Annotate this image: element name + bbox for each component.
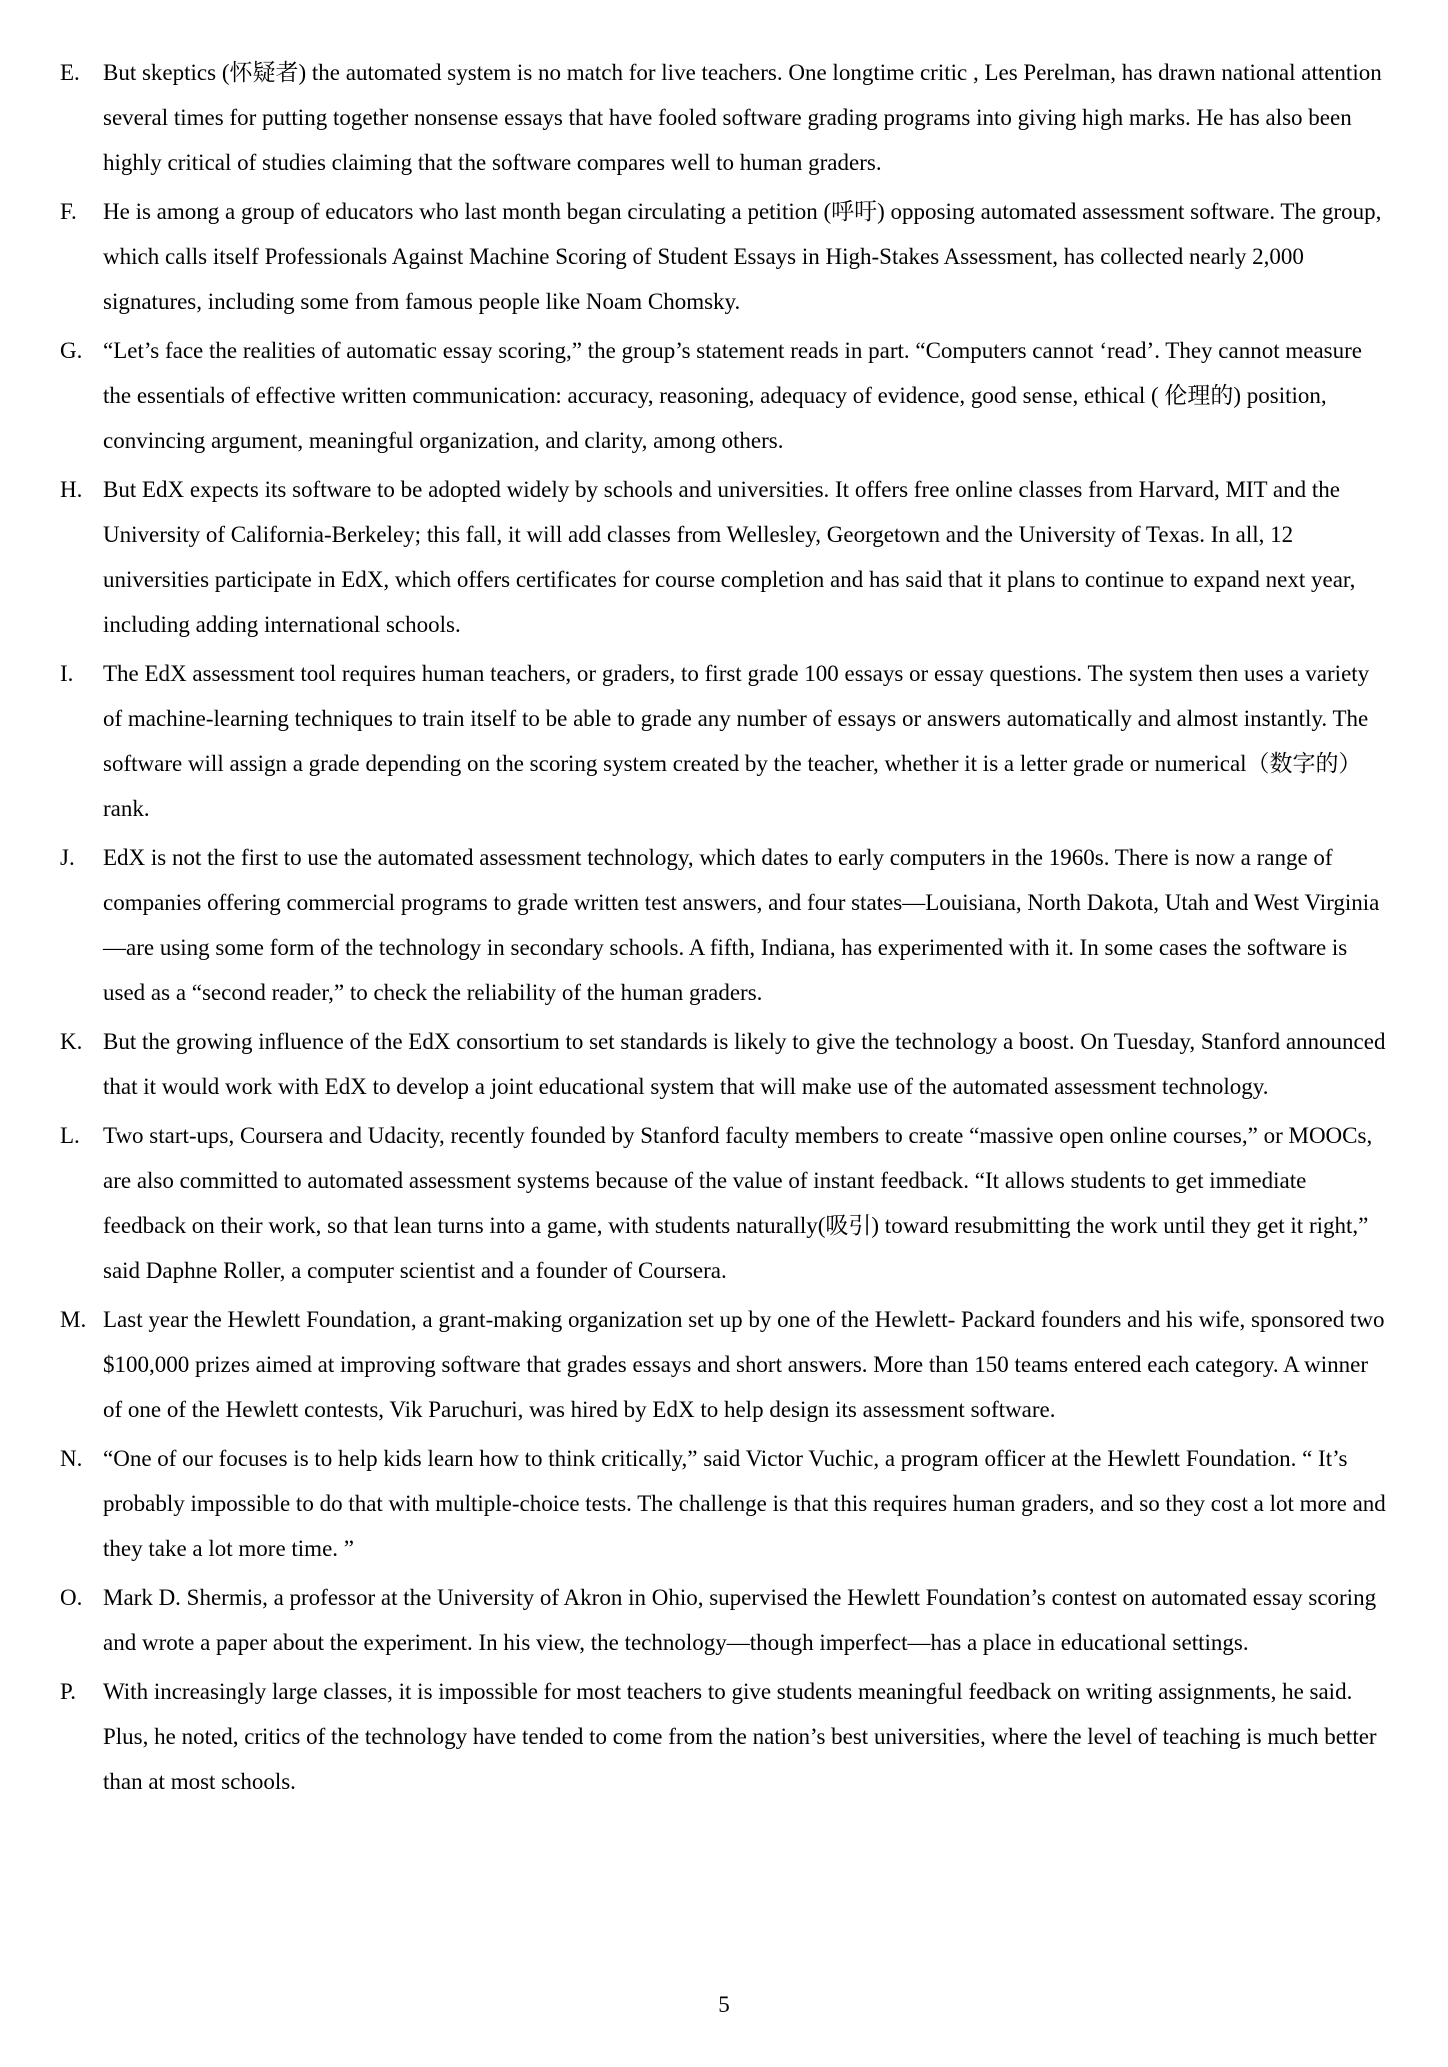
paragraph: [60, 1113, 1390, 1293]
paragraph: [60, 835, 1390, 1015]
paragraph-text: Two start-ups, Coursera and Udacity, recently founded by Stanford faculty members to create “massive open online courses,” or MOOCs, are also committed to automated assessment systems because of the value of instant feedback. “It allows students to get immediate feedback on their work, so that lean turns into a game, with students naturally(吸引) toward resubmitting the work until they get it right,” said Daphne Roller, a computer scientist and a founder of Coursera.: [103, 1123, 1373, 1283]
page-number: 5: [718, 1992, 730, 2017]
paragraph-label: J.: [60, 845, 75, 870]
paragraph-label: E.: [60, 60, 80, 85]
paragraph-text: The EdX assessment tool requires human teachers, or graders, to first grade 100 essays or essay questions. The system then uses a variety of machine-learning techniques to train itself to be able to grade any number of essays or answers automatically and almost instantly. The software will assign a grade depending on the scoring system created by the teacher, whether it is a letter grade or numerical（数字的）rank.: [103, 661, 1370, 821]
paragraph-text: But EdX expects its software to be adopted widely by schools and universities. It offers free online classes from Harvard, MIT and the University of California-Berkeley; this fall, it will add classes from Wellesley, Georgetown and the University of Texas. In all, 12 universities participate in EdX, which offers certificates for course completion and has said that it plans to continue to expand next year, including adding international schools.: [103, 477, 1356, 637]
paragraph-text: EdX is not the first to use the automated assessment technology, which dates to early computers in the 1960s. There is now a range of companies offering commercial programs to grade written test answers, and four states—Louisiana, North Dakota, Utah and West Virginia—are using some form of the technology in secondary schools. A fifth, Indiana, has experimented with it. In some cases the software is used as a “second reader,” to check the reliability of the human graders.: [103, 845, 1380, 1005]
paragraph: [60, 467, 1390, 647]
paragraph-label: G.: [60, 338, 83, 363]
paragraph-label: P.: [60, 1679, 76, 1704]
paragraph-text: Last year the Hewlett Foundation, a grant-making organization set up by one of the Hewlett- Packard founders and his wife, sponsored two $100,000 prizes aimed at improving software that grades essays and short answers. More than 150 teams entered each category. A winner of one of the Hewlett contests, Vik Paruchuri, was hired by EdX to help design its assessment software.: [103, 1307, 1385, 1422]
paragraph: [60, 1297, 1390, 1432]
paragraph: [60, 1019, 1390, 1109]
paragraph: [60, 189, 1390, 324]
paragraph-label: K.: [60, 1029, 83, 1054]
paragraph: [60, 651, 1390, 831]
paragraph-text: “Let’s face the realities of automatic essay scoring,” the group’s statement reads in part. “Computers cannot ‘read’. They cannot measure the essentials of effective written communication: accuracy, reasoning, adequacy of evidence, good sense, ethical ( 伦理的) position, convincing argument, meaningful organization, and clarity, among others.: [103, 338, 1362, 453]
paragraph: [60, 1575, 1390, 1665]
paragraph-label: H.: [60, 477, 83, 502]
paragraph-label: O.: [60, 1585, 83, 1610]
paragraph: [60, 328, 1390, 463]
paragraph: [60, 50, 1390, 185]
paragraph-label: F.: [60, 199, 77, 224]
paragraph-text: With increasingly large classes, it is impossible for most teachers to give students meaningful feedback on writing assignments, he said. Plus, he noted, critics of the technology have tended to come from the nation’s best universities, where the level of teaching is much better than at most schools.: [103, 1679, 1377, 1794]
paragraph-label: M.: [60, 1307, 87, 1332]
paragraph-text: Mark D. Shermis, a professor at the University of Akron in Ohio, supervised the Hewlett Foundation’s contest on automated essay scoring and wrote a paper about the experiment. In his view, the technology—though imperfect—has a place in educational settings.: [103, 1585, 1377, 1655]
paragraph-text: But the growing influence of the EdX consortium to set standards is likely to give the technology a boost. On Tuesday, Stanford announced that it would work with EdX to develop a joint educational system that will make use of the automated assessment technology.: [103, 1029, 1386, 1099]
paragraph-label: N.: [60, 1446, 83, 1471]
paragraph-text: He is among a group of educators who last month began circulating a petition (呼吁) opposing automated assessment software. The group, which calls itself Professionals Against Machine Scoring of Student Essays in High-Stakes Assessment, has collected nearly 2,000 signatures, including some from famous people like Noam Chomsky.: [103, 199, 1382, 314]
paragraph-label: L.: [60, 1123, 80, 1148]
paragraph-label: I.: [60, 661, 74, 686]
paragraph-text: But skeptics (怀疑者) the automated system is no match for live teachers. One longtime critic , Les Perelman, has drawn national attention several times for putting together nonsense essays that have fooled software grading programs into giving high marks. He has also been highly critical of studies claiming that the software compares well to human graders.: [103, 60, 1382, 175]
paragraph: [60, 1436, 1390, 1571]
paragraph: [60, 1669, 1390, 1804]
paragraph-text: “One of our focuses is to help kids learn how to think critically,” said Victor Vuchic, a program officer at the Hewlett Foundation. “ It’s probably impossible to do that with multiple-choice tests. The challenge is that this requires human graders, and so they cost a lot more and they take a lot more time. ”: [103, 1446, 1386, 1561]
